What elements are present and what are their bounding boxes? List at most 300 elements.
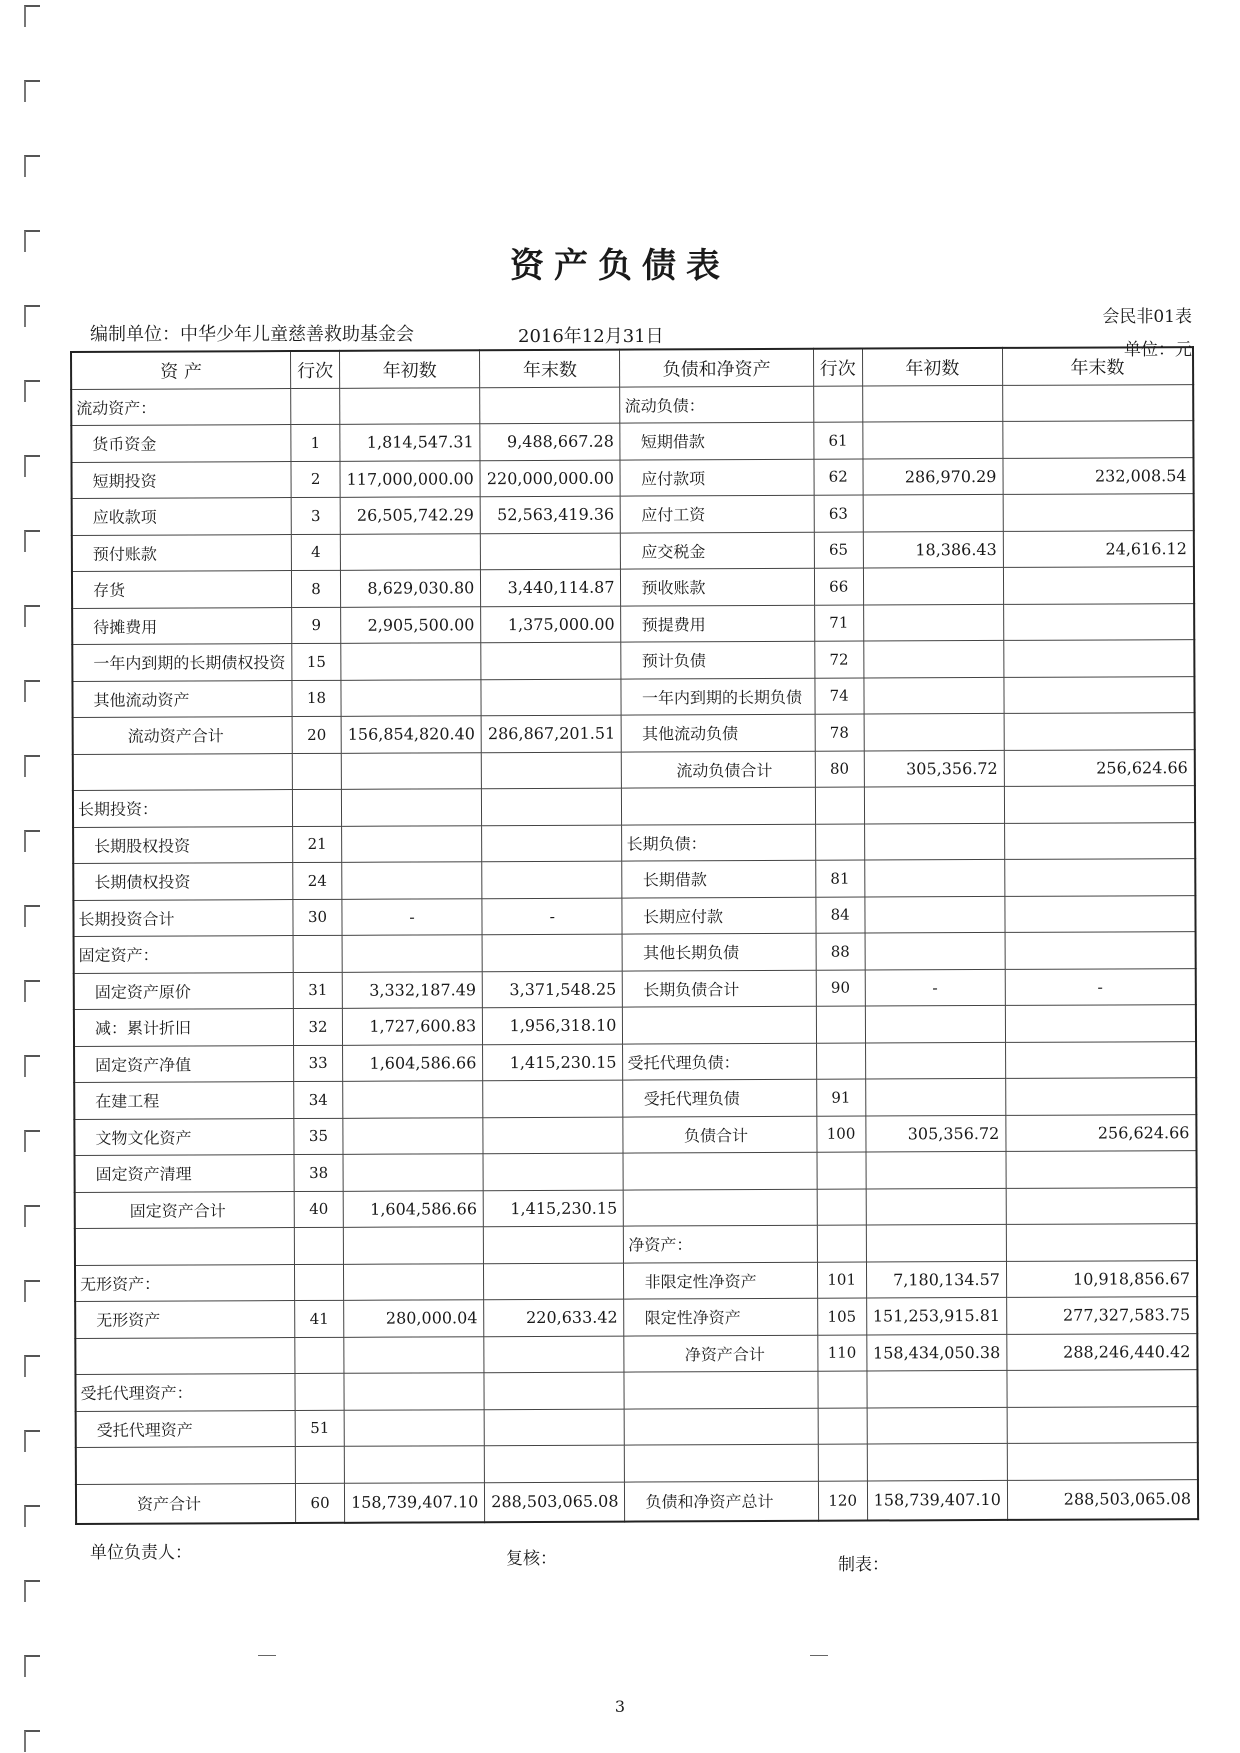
liability-begin-value bbox=[864, 713, 1004, 750]
reporting-entity-name: 中华少年儿童慈善救助基金会 bbox=[180, 324, 414, 345]
table-row bbox=[73, 895, 1195, 936]
asset-begin-value bbox=[341, 679, 481, 716]
liability-end-value: 10,918,856.67 bbox=[1006, 1260, 1197, 1297]
asset-begin-value: 158,739,407.10 bbox=[344, 1482, 484, 1522]
asset-row-no: 38 bbox=[294, 1154, 343, 1191]
table-row bbox=[74, 968, 1196, 1009]
liability-end-value bbox=[1004, 713, 1195, 750]
asset-begin-value: 1,814,547.31 bbox=[340, 424, 480, 461]
table-row bbox=[75, 1370, 1197, 1411]
reporting-entity bbox=[90, 320, 414, 346]
binding-hole bbox=[24, 530, 40, 552]
liability-end-value bbox=[1003, 421, 1194, 458]
table-row bbox=[72, 640, 1194, 681]
liability-begin-value bbox=[863, 604, 1003, 641]
liability-row-no: 74 bbox=[815, 678, 864, 715]
liability-begin-value: 305,356.72 bbox=[864, 750, 1004, 787]
asset-end-value bbox=[483, 1117, 623, 1154]
liability-row-no: 65 bbox=[814, 532, 863, 569]
liability-name bbox=[625, 1408, 818, 1445]
liability-begin-value bbox=[864, 859, 1004, 896]
liability-name bbox=[624, 1189, 817, 1226]
asset-row-no: 24 bbox=[293, 862, 342, 899]
liability-end-value: 288,246,440.42 bbox=[1007, 1333, 1198, 1370]
liability-begin-value bbox=[867, 1443, 1007, 1480]
liability-row-no: 101 bbox=[817, 1262, 866, 1299]
asset-end-value: 1,415,230.15 bbox=[483, 1190, 623, 1227]
asset-row-no bbox=[295, 1373, 344, 1410]
asset-end-value: 9,488,667.28 bbox=[480, 423, 620, 460]
liability-row-no: 71 bbox=[814, 605, 863, 642]
table-row bbox=[74, 1114, 1196, 1155]
asset-name: 无形资产 bbox=[75, 1301, 295, 1338]
asset-end-value bbox=[482, 861, 622, 898]
liability-begin-value: 286,970.29 bbox=[863, 458, 1003, 495]
binding-hole bbox=[24, 605, 40, 627]
signature-prepared: 制表： bbox=[838, 1555, 889, 1575]
asset-row-no: 3 bbox=[291, 497, 340, 534]
liability-name bbox=[625, 1444, 818, 1481]
asset-end-value bbox=[482, 825, 622, 862]
asset-end-value bbox=[482, 934, 622, 971]
liability-row-no bbox=[817, 1152, 866, 1189]
liability-name bbox=[624, 1371, 817, 1408]
asset-name: 固定资产清理 bbox=[75, 1155, 295, 1192]
liability-row-no: 90 bbox=[816, 970, 865, 1007]
table-row bbox=[71, 457, 1193, 498]
liability-row-no: 110 bbox=[817, 1335, 866, 1372]
liability-name: 长期负债： bbox=[622, 824, 815, 861]
binding-hole bbox=[24, 1505, 40, 1527]
liability-end-value: 256,624.66 bbox=[1006, 1114, 1197, 1151]
asset-begin-value bbox=[344, 1336, 484, 1373]
asset-end-value: 220,000,000.00 bbox=[480, 460, 620, 497]
asset-row-no: 31 bbox=[293, 972, 342, 1009]
liability-name: 短期借款 bbox=[620, 422, 813, 459]
liability-row-no bbox=[816, 1006, 865, 1043]
liability-name: 应付款项 bbox=[620, 459, 813, 496]
asset-begin-value: 8,629,030.80 bbox=[340, 570, 480, 607]
asset-begin-value bbox=[342, 862, 482, 899]
table-row bbox=[74, 1078, 1196, 1119]
asset-end-value bbox=[481, 679, 621, 716]
table-row bbox=[73, 749, 1195, 790]
balance-sheet-table bbox=[70, 346, 1199, 1524]
liability-end-value: 232,008.54 bbox=[1003, 457, 1194, 494]
asset-begin-value: 2,905,500.00 bbox=[341, 606, 481, 643]
liability-row-no bbox=[818, 1444, 867, 1481]
liability-name: 限定性净资产 bbox=[624, 1298, 817, 1335]
liability-end-value bbox=[1004, 786, 1195, 823]
asset-end-value bbox=[481, 642, 621, 679]
liability-row-no bbox=[816, 1043, 865, 1080]
asset-end-value bbox=[484, 1336, 624, 1373]
header-begin: 年初数 bbox=[340, 350, 480, 388]
liability-row-no: 66 bbox=[814, 568, 863, 605]
asset-end-value bbox=[481, 533, 621, 570]
page-number: 3 bbox=[614, 1697, 626, 1716]
liability-end-value bbox=[1003, 567, 1194, 604]
asset-name: 流动资产： bbox=[71, 388, 291, 425]
liability-row-no: 63 bbox=[814, 495, 863, 532]
asset-row-no: 30 bbox=[293, 899, 342, 936]
table-row bbox=[73, 859, 1195, 900]
liability-row-no bbox=[813, 386, 862, 423]
currency-unit: 单位：元 bbox=[1124, 340, 1192, 360]
signature-review: 复核： bbox=[506, 1549, 557, 1569]
liability-row-no bbox=[818, 1371, 867, 1408]
liability-name bbox=[623, 1152, 816, 1189]
liability-begin-value bbox=[867, 1407, 1007, 1444]
asset-end-value bbox=[484, 1372, 624, 1409]
asset-begin-value: 117,000,000.00 bbox=[340, 460, 480, 497]
liability-end-value: 24,616.12 bbox=[1003, 530, 1194, 567]
scan-mark bbox=[258, 1655, 276, 1656]
binding-hole bbox=[24, 380, 40, 402]
asset-name: 固定资产： bbox=[74, 936, 294, 973]
asset-begin-value bbox=[340, 533, 480, 570]
asset-row-no: 40 bbox=[294, 1191, 343, 1228]
asset-row-no: 60 bbox=[295, 1483, 344, 1523]
asset-row-no bbox=[292, 753, 341, 790]
asset-row-no bbox=[295, 1264, 344, 1301]
asset-row-no: 18 bbox=[292, 680, 341, 717]
asset-begin-value bbox=[341, 752, 481, 789]
liability-begin-value: - bbox=[865, 969, 1005, 1006]
binding-hole bbox=[24, 755, 40, 777]
liability-end-value bbox=[1007, 1443, 1198, 1480]
liability-row-no bbox=[817, 1225, 866, 1262]
table-row bbox=[73, 713, 1195, 754]
asset-name: 货币资金 bbox=[71, 425, 291, 462]
asset-row-no: 8 bbox=[291, 570, 340, 607]
asset-name: 固定资产净值 bbox=[74, 1045, 294, 1082]
asset-begin-value: 1,727,600.83 bbox=[342, 1008, 482, 1045]
liability-end-value bbox=[1005, 895, 1196, 932]
liability-begin-value: 7,180,134.57 bbox=[866, 1261, 1006, 1298]
liability-end-value bbox=[1006, 1187, 1197, 1224]
liability-begin-value bbox=[866, 1224, 1006, 1261]
liability-begin-value: 18,386.43 bbox=[863, 531, 1003, 568]
liability-end-value bbox=[1003, 384, 1194, 421]
liability-row-no bbox=[815, 787, 864, 824]
asset-end-value: 52,563,419.36 bbox=[480, 496, 620, 533]
liability-name: 负债和净资产总计 bbox=[625, 1481, 818, 1521]
asset-end-value: - bbox=[482, 898, 622, 935]
table-row bbox=[74, 932, 1196, 973]
header-asset: 资 产 bbox=[71, 351, 291, 389]
liability-row-no: 91 bbox=[816, 1079, 865, 1116]
liability-row-no: 61 bbox=[813, 422, 862, 459]
liability-begin-value bbox=[864, 786, 1004, 823]
liability-end-value bbox=[1004, 676, 1195, 713]
binding-hole bbox=[24, 1655, 40, 1677]
liability-name: 其他长期负债 bbox=[623, 933, 816, 970]
asset-begin-value bbox=[343, 1227, 483, 1264]
scan-mark bbox=[810, 1655, 828, 1656]
asset-end-value: 288,503,065.08 bbox=[485, 1482, 625, 1522]
asset-end-value: 1,375,000.00 bbox=[481, 606, 621, 643]
liability-end-value bbox=[1006, 1224, 1197, 1261]
liability-end-value bbox=[1005, 932, 1196, 969]
table-row bbox=[73, 786, 1195, 827]
asset-begin-value bbox=[343, 1154, 483, 1191]
asset-begin-value bbox=[340, 387, 480, 424]
asset-begin-value bbox=[342, 825, 482, 862]
liability-end-value: 256,624.66 bbox=[1004, 749, 1195, 786]
liability-row-no: 84 bbox=[816, 897, 865, 934]
liability-name: 非限定性净资产 bbox=[624, 1262, 817, 1299]
binding-hole bbox=[24, 1355, 40, 1377]
liability-end-value bbox=[1005, 1041, 1196, 1078]
asset-begin-value bbox=[344, 1409, 484, 1446]
liability-end-value bbox=[1004, 822, 1195, 859]
asset-row-no: 51 bbox=[295, 1410, 344, 1447]
asset-name: 长期投资： bbox=[73, 790, 293, 827]
binding-hole bbox=[24, 1205, 40, 1227]
asset-name: 流动资产合计 bbox=[73, 717, 293, 754]
liability-row-no: 72 bbox=[814, 641, 863, 678]
header-row-no-2: 行次 bbox=[813, 349, 862, 386]
asset-end-value: 3,440,114.87 bbox=[481, 569, 621, 606]
asset-end-value bbox=[482, 788, 622, 825]
table-row bbox=[75, 1224, 1197, 1265]
liability-row-no bbox=[817, 1189, 866, 1226]
asset-row-no: 21 bbox=[293, 826, 342, 863]
table-row bbox=[76, 1443, 1198, 1484]
asset-end-value bbox=[485, 1445, 625, 1482]
liability-begin-value bbox=[867, 1370, 1007, 1407]
asset-name: 资产合计 bbox=[76, 1483, 296, 1523]
asset-name: 应收款项 bbox=[72, 498, 292, 535]
table-row bbox=[71, 421, 1193, 462]
liability-name: 净资产合计 bbox=[624, 1335, 817, 1372]
liability-row-no bbox=[818, 1408, 867, 1445]
liability-begin-value: 158,739,407.10 bbox=[867, 1480, 1007, 1520]
liability-end-value bbox=[1005, 1005, 1196, 1042]
liability-name bbox=[622, 787, 815, 824]
liability-name bbox=[623, 1006, 816, 1043]
asset-end-value: 1,956,318.10 bbox=[483, 1007, 623, 1044]
asset-row-no: 9 bbox=[292, 607, 341, 644]
liability-row-no: 100 bbox=[816, 1116, 865, 1153]
liability-begin-value bbox=[865, 1078, 1005, 1115]
asset-row-no bbox=[292, 789, 341, 826]
binding-hole bbox=[24, 905, 40, 927]
asset-name bbox=[76, 1447, 296, 1484]
asset-row-no bbox=[295, 1337, 344, 1374]
liability-end-value bbox=[1006, 1078, 1197, 1115]
binding-hole bbox=[24, 1130, 40, 1152]
table-row bbox=[71, 384, 1193, 425]
asset-name: 短期投资 bbox=[71, 461, 291, 498]
asset-name bbox=[73, 753, 293, 790]
liability-begin-value bbox=[862, 385, 1002, 422]
liability-begin-value: 151,253,915.81 bbox=[866, 1297, 1006, 1334]
asset-name: 长期投资合计 bbox=[73, 899, 293, 936]
asset-name: 存货 bbox=[72, 571, 292, 608]
liability-name: 一年内到期的长期负债 bbox=[621, 678, 814, 715]
binding-hole bbox=[24, 1580, 40, 1602]
asset-begin-value bbox=[343, 1081, 483, 1118]
liability-name: 受托代理负债： bbox=[623, 1043, 816, 1080]
liability-end-value: - bbox=[1005, 968, 1196, 1005]
asset-row-no bbox=[294, 1227, 343, 1264]
asset-end-value bbox=[484, 1263, 624, 1300]
liability-begin-value bbox=[864, 823, 1004, 860]
asset-begin-value: 26,505,742.29 bbox=[340, 497, 480, 534]
asset-end-value: 3,371,548.25 bbox=[482, 971, 622, 1008]
asset-name: 受托代理资产： bbox=[75, 1374, 295, 1411]
asset-end-value bbox=[483, 1153, 623, 1190]
liability-name: 预计负债 bbox=[621, 641, 814, 678]
asset-begin-value bbox=[344, 1263, 484, 1300]
liability-row-no: 62 bbox=[814, 459, 863, 496]
asset-end-value bbox=[483, 1080, 623, 1117]
asset-begin-value: 3,332,187.49 bbox=[342, 971, 482, 1008]
asset-begin-value bbox=[341, 643, 481, 680]
asset-row-no bbox=[293, 935, 342, 972]
header-liability: 负债和净资产 bbox=[620, 349, 813, 387]
liability-name: 其他流动负债 bbox=[622, 714, 815, 751]
header-begin-2: 年初数 bbox=[862, 348, 1002, 386]
liability-begin-value: 158,434,050.38 bbox=[866, 1334, 1006, 1371]
liability-name: 预收账款 bbox=[621, 568, 814, 605]
asset-row-no: 32 bbox=[293, 1008, 342, 1045]
table-row bbox=[75, 1187, 1197, 1228]
liability-name: 应交税金 bbox=[621, 532, 814, 569]
liability-name: 负债合计 bbox=[623, 1116, 816, 1153]
table-header-row bbox=[71, 347, 1193, 389]
table-row bbox=[72, 676, 1194, 717]
liability-name: 流动负债： bbox=[620, 386, 813, 423]
table-row bbox=[74, 1005, 1196, 1046]
liability-end-value bbox=[1005, 859, 1196, 896]
asset-begin-value: 1,604,586.66 bbox=[343, 1044, 483, 1081]
table-row bbox=[72, 567, 1194, 608]
table-row bbox=[73, 822, 1195, 863]
asset-name: 文物文化资产 bbox=[74, 1118, 294, 1155]
liability-end-value bbox=[1003, 603, 1194, 640]
asset-name: 无形资产： bbox=[75, 1264, 295, 1301]
asset-name: 受托代理资产 bbox=[76, 1410, 296, 1447]
asset-row-no: 33 bbox=[294, 1045, 343, 1082]
binding-hole bbox=[24, 80, 40, 102]
asset-name: 减：累计折旧 bbox=[74, 1009, 294, 1046]
table-row bbox=[76, 1406, 1198, 1447]
asset-begin-value: - bbox=[342, 898, 482, 935]
asset-begin-value bbox=[341, 789, 481, 826]
liability-begin-value bbox=[865, 1005, 1005, 1042]
asset-name: 预付账款 bbox=[72, 534, 292, 571]
asset-begin-value bbox=[342, 935, 482, 972]
asset-name: 长期股权投资 bbox=[73, 826, 293, 863]
asset-row-no bbox=[295, 1446, 344, 1483]
report-date: 2016年12月31日 bbox=[518, 326, 664, 347]
asset-row-no: 20 bbox=[292, 716, 341, 753]
liability-row-no: 88 bbox=[816, 933, 865, 970]
binding-hole bbox=[24, 5, 40, 27]
liability-begin-value bbox=[866, 1188, 1006, 1225]
table-row bbox=[72, 494, 1194, 535]
asset-name: 其他流动资产 bbox=[72, 680, 292, 717]
liability-name: 净资产： bbox=[624, 1225, 817, 1262]
table-row bbox=[75, 1151, 1197, 1192]
header-end: 年末数 bbox=[480, 350, 620, 388]
table-row bbox=[75, 1297, 1197, 1338]
liability-begin-value bbox=[863, 567, 1003, 604]
liability-name: 长期负债合计 bbox=[623, 970, 816, 1007]
reporting-entity-label: 编制单位： bbox=[90, 324, 180, 345]
table-body bbox=[71, 384, 1198, 1523]
liability-begin-value: 305,356.72 bbox=[865, 1115, 1005, 1152]
asset-row-no bbox=[291, 388, 340, 425]
liability-begin-value bbox=[865, 896, 1005, 933]
asset-begin-value: 280,000.04 bbox=[344, 1300, 484, 1337]
binding-hole bbox=[24, 980, 40, 1002]
asset-row-no: 2 bbox=[291, 461, 340, 498]
binding-hole bbox=[24, 830, 40, 852]
liability-row-no: 120 bbox=[818, 1481, 867, 1521]
liability-name: 流动负债合计 bbox=[622, 751, 815, 788]
asset-end-value bbox=[484, 1226, 624, 1263]
asset-name: 固定资产合计 bbox=[75, 1191, 295, 1228]
asset-begin-value bbox=[344, 1446, 484, 1483]
asset-name: 在建工程 bbox=[74, 1082, 294, 1119]
liability-end-value: 277,327,583.75 bbox=[1007, 1297, 1198, 1334]
header-row-no: 行次 bbox=[291, 351, 340, 388]
liability-row-no: 78 bbox=[815, 714, 864, 751]
asset-name: 固定资产原价 bbox=[74, 972, 294, 1009]
liability-begin-value bbox=[863, 640, 1003, 677]
liability-end-value bbox=[1004, 640, 1195, 677]
liability-name: 受托代理负债 bbox=[623, 1079, 816, 1116]
liability-name: 应付工资 bbox=[621, 495, 814, 532]
asset-name: 一年内到期的长期债权投资 bbox=[72, 644, 292, 681]
table-row bbox=[74, 1041, 1196, 1082]
liability-name: 长期借款 bbox=[622, 860, 815, 897]
table-row bbox=[76, 1479, 1198, 1523]
table-row bbox=[75, 1260, 1197, 1301]
liability-name: 长期应付款 bbox=[622, 897, 815, 934]
binding-hole bbox=[24, 305, 40, 327]
liability-row-no bbox=[815, 824, 864, 861]
table-row bbox=[72, 530, 1194, 571]
liability-end-value bbox=[1007, 1370, 1198, 1407]
page-title: 资产负债表 bbox=[510, 246, 730, 286]
liability-begin-value bbox=[865, 932, 1005, 969]
form-number: 会民非01表 bbox=[1102, 307, 1192, 327]
binding-hole bbox=[24, 680, 40, 702]
table-row bbox=[72, 603, 1194, 644]
asset-end-value bbox=[480, 387, 620, 424]
signature-head: 单位负责人： bbox=[90, 1543, 192, 1563]
asset-row-no: 34 bbox=[294, 1081, 343, 1118]
liability-begin-value bbox=[864, 677, 1004, 714]
asset-begin-value: 156,854,820.40 bbox=[341, 716, 481, 753]
asset-row-no: 1 bbox=[291, 424, 340, 461]
liability-row-no: 105 bbox=[817, 1298, 866, 1335]
asset-row-no: 35 bbox=[294, 1118, 343, 1155]
asset-name bbox=[75, 1337, 295, 1374]
liability-end-value bbox=[1007, 1406, 1198, 1443]
asset-end-value bbox=[484, 1409, 624, 1446]
asset-begin-value bbox=[344, 1373, 484, 1410]
liability-end-value bbox=[1006, 1151, 1197, 1188]
asset-name bbox=[75, 1228, 295, 1265]
binding-hole bbox=[24, 155, 40, 177]
asset-end-value: 1,415,230.15 bbox=[483, 1044, 623, 1081]
